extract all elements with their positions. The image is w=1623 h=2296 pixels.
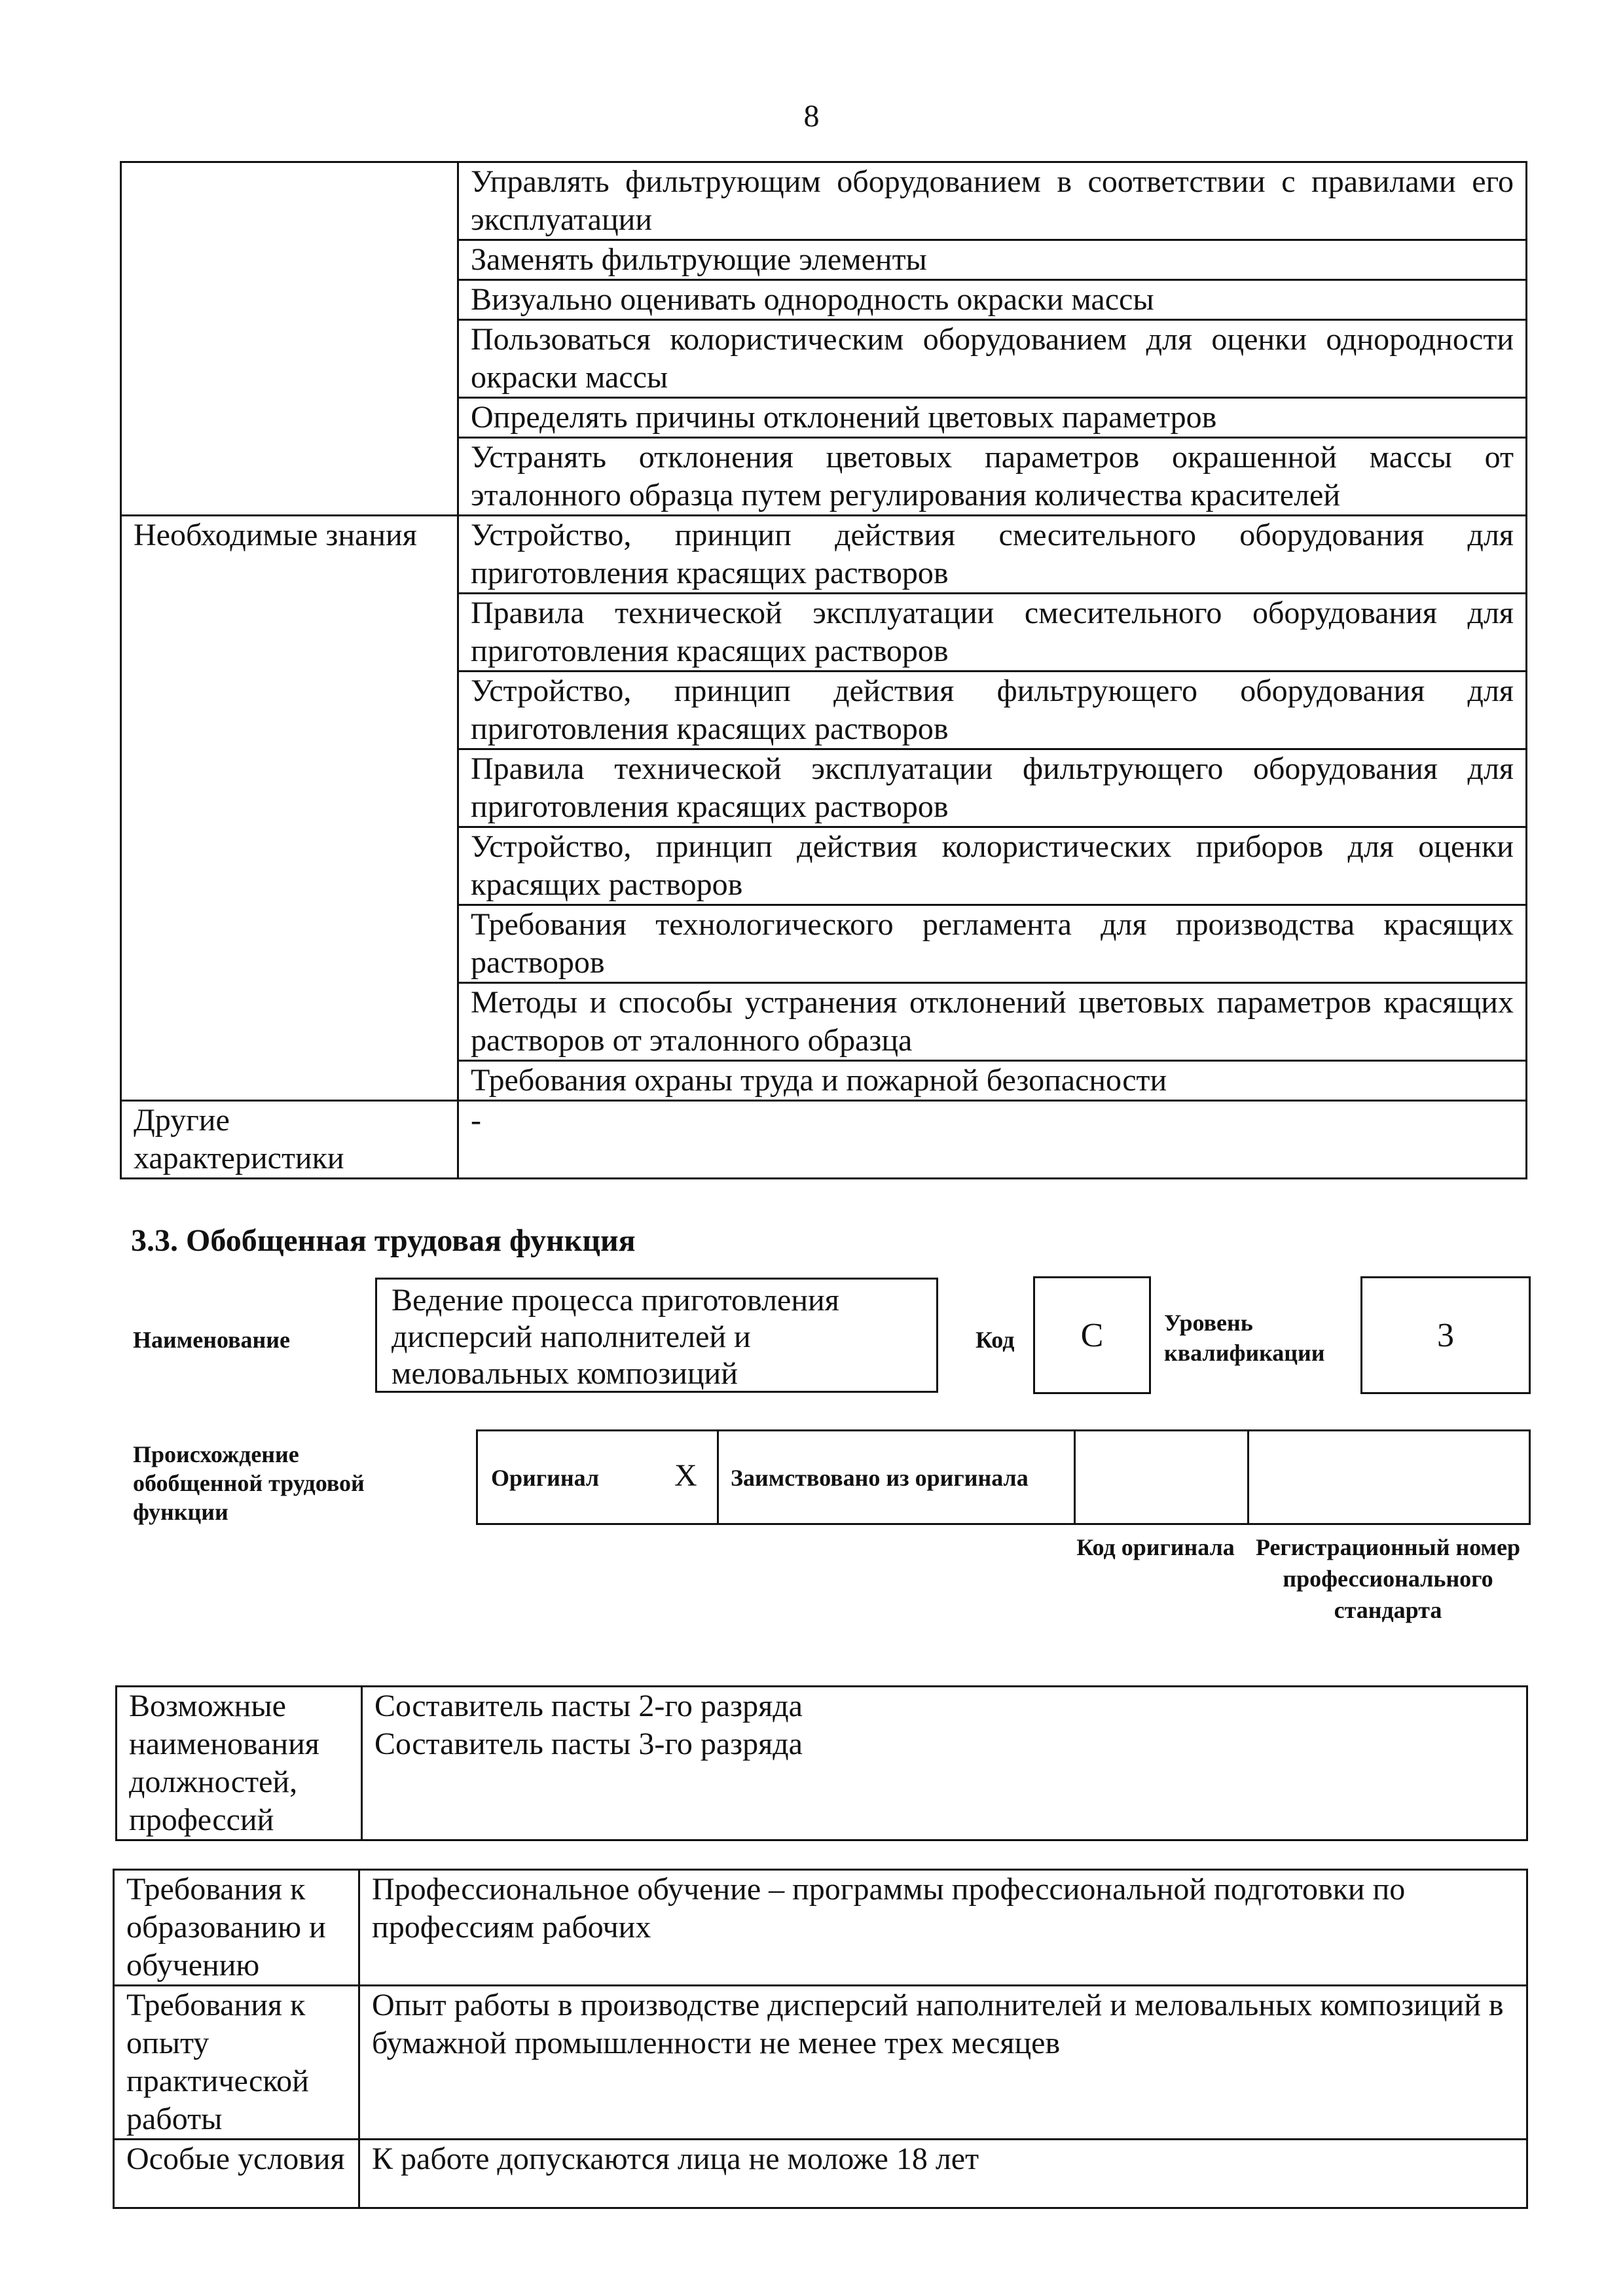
code-value: C <box>1033 1276 1151 1394</box>
borrowed-label: Заимствовано из оригинала <box>731 1465 1029 1491</box>
original-mark: X <box>674 1458 697 1493</box>
skill-item: Заменять фильтрующие элементы <box>458 240 1527 280</box>
knowledge-item: Правила технической эксплуатации фильтрующего оборудования для приготовления красящих растворов <box>458 749 1527 827</box>
reg-caption: Регистрационный номер профессионального стандарта <box>1255 1534 1521 1623</box>
skill-item: Определять причины отклонений цветовых параметров <box>458 398 1527 438</box>
requirement-value: Опыт работы в производстве дисперсий наполнителей и меловальных композиций в бумажной промышленности не менее трех месяцев <box>359 1986 1527 2140</box>
requirement-label: Особые условия <box>114 2140 359 2208</box>
positions-label: Возможные наименования должностей, профессий <box>117 1687 362 1840</box>
requirement-label: Требования к образованию и обучению <box>114 1870 359 1986</box>
reg-number-cell <box>1249 1431 1529 1523</box>
position-item: Составитель пасты 2-го разряда <box>374 1689 803 1723</box>
requirements-table <box>113 1869 1528 2209</box>
knowledge-item: Методы и способы устранения отклонений цветовых параметров красящих растворов от эталонного образца <box>458 983 1527 1061</box>
skills-label-cell <box>121 162 458 516</box>
knowledge-item: Устройство, принцип действия фильтрующего оборудования для приготовления красящих растворов <box>458 672 1527 749</box>
page-number: 8 <box>803 99 820 134</box>
original-cell <box>478 1431 719 1523</box>
origin-row <box>476 1429 1531 1525</box>
skill-item: Управлять фильтрующим оборудованием в соответствии с правилами его эксплуатации <box>458 162 1527 240</box>
code-caption: Код оригинала <box>1076 1534 1235 1560</box>
skill-item: Устранять отклонения цветовых параметров окрашенной массы от эталонного образца путем регулирования количества красителей <box>458 438 1527 516</box>
other-value: - <box>458 1101 1527 1179</box>
positions-values <box>362 1687 1527 1840</box>
skill-item: Пользоваться колористическим оборудованием для оценки однородности окраски массы <box>458 320 1527 398</box>
requirement-value: К работе допускаются лица не моложе 18 лет <box>359 2140 1527 2208</box>
level-value: 3 <box>1360 1276 1531 1394</box>
skill-item: Визуально оценивать однородность окраски массы <box>458 280 1527 320</box>
section-title: 3.3. Обобщенная трудовая функция <box>131 1223 636 1258</box>
requirement-value: Профессиональное обучение – программы профессиональной подготовки по профессиям рабочих <box>359 1870 1527 1986</box>
code-label: Код <box>976 1327 1015 1353</box>
requirement-label: Требования к опыту практической работы <box>114 1986 359 2140</box>
skills-knowledge-table <box>120 161 1527 1179</box>
original-label: Оригинал <box>491 1465 600 1491</box>
original-code-cell <box>1076 1431 1249 1523</box>
origin-label: Происхождение обобщенной трудовой функции <box>133 1441 365 1525</box>
knowledge-item: Требования охраны труда и пожарной безопасности <box>458 1061 1527 1101</box>
knowledge-item: Устройство, принцип действия смесительного оборудования для приготовления красящих растворов <box>458 516 1527 594</box>
knowledge-item: Правила технической эксплуатации смесительного оборудования для приготовления красящих растворов <box>458 594 1527 672</box>
function-name-box: Ведение процесса приготовления дисперсий наполнителей и меловальных композиций <box>375 1278 938 1393</box>
borrowed-cell <box>719 1431 1076 1523</box>
knowledge-item: Требования технологического регламента для производства красящих растворов <box>458 905 1527 983</box>
positions-table <box>115 1685 1528 1841</box>
level-label: Уровень квалификации <box>1164 1310 1325 1366</box>
knowledge-item: Устройство, принцип действия колористических приборов для оценки красящих растворов <box>458 827 1527 905</box>
position-item: Составитель пасты 3-го разряда <box>374 1727 803 1761</box>
knowledge-label: Необходимые знания <box>121 516 458 1101</box>
name-label: Наименование <box>133 1327 290 1353</box>
other-label: Другие характеристики <box>121 1101 458 1179</box>
